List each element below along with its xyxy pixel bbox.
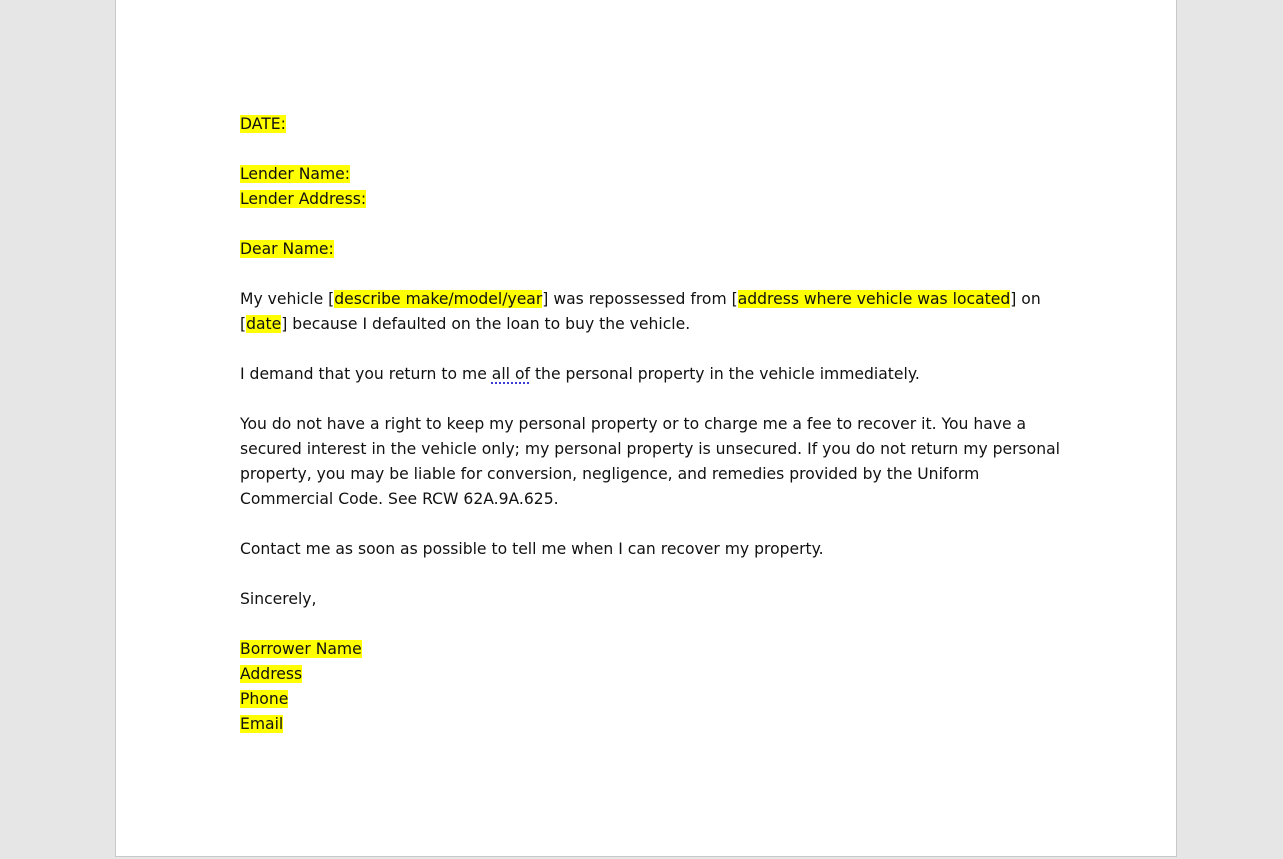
p2-text-a: I demand that you return to me [240,365,492,383]
lender-address-label: Lender Address: [240,190,367,208]
rights-paragraph [240,412,1070,512]
p4-text: Contact me as soon as possible to tell me when I can recover my property. [240,540,824,558]
p1-text-b: ] was repossessed from [ [542,290,738,308]
closing-text: Sincerely, [240,590,317,608]
salutation: Dear Name: [240,240,334,258]
borrower-name-placeholder: Borrower Name [240,640,362,658]
signature-block [240,637,1070,737]
p3-line-4: Commercial Code. See RCW 62A.9A.625. [240,490,559,508]
contact-paragraph [240,537,1070,562]
borrower-email-placeholder: Email [240,715,284,733]
grammar-flagged-phrase[interactable]: all of [491,365,530,383]
closing-paragraph [240,587,1070,612]
p2-text-b: the personal property in the vehicle immediately. [529,365,920,383]
p1-text-e: ] because I defaulted on the loan to buy the vehicle. [281,315,691,333]
borrower-address-placeholder: Address [240,665,303,683]
p1-text-c: ] on [1010,290,1041,308]
date-paragraph [240,112,1070,137]
salutation-paragraph [240,237,1070,262]
borrower-phone-placeholder: Phone [240,690,289,708]
demand-paragraph [240,362,1070,387]
lender-name-label: Lender Name: [240,165,351,183]
p1-text-a: My vehicle [ [240,290,335,308]
letter-body[interactable] [240,112,1070,762]
p3-line-2: secured interest in the vehicle only; my personal property is unsecured. If you do not return my personal [240,440,1060,458]
p3-line-3: property, you may be liable for conversion, negligence, and remedies provided by the Uniform [240,465,980,483]
lender-block [240,162,1070,212]
p1-text-d: [ [240,315,247,333]
make-model-year-placeholder: describe make/model/year [334,290,543,308]
date-label: DATE: [240,115,286,133]
p3-line-1: You do not have a right to keep my personal property or to charge me a fee to recover it. You have a [240,415,1027,433]
vehicle-address-placeholder: address where vehicle was located [737,290,1011,308]
document-page[interactable] [115,0,1177,857]
date-placeholder: date [246,315,282,333]
repossession-paragraph [240,287,1070,337]
